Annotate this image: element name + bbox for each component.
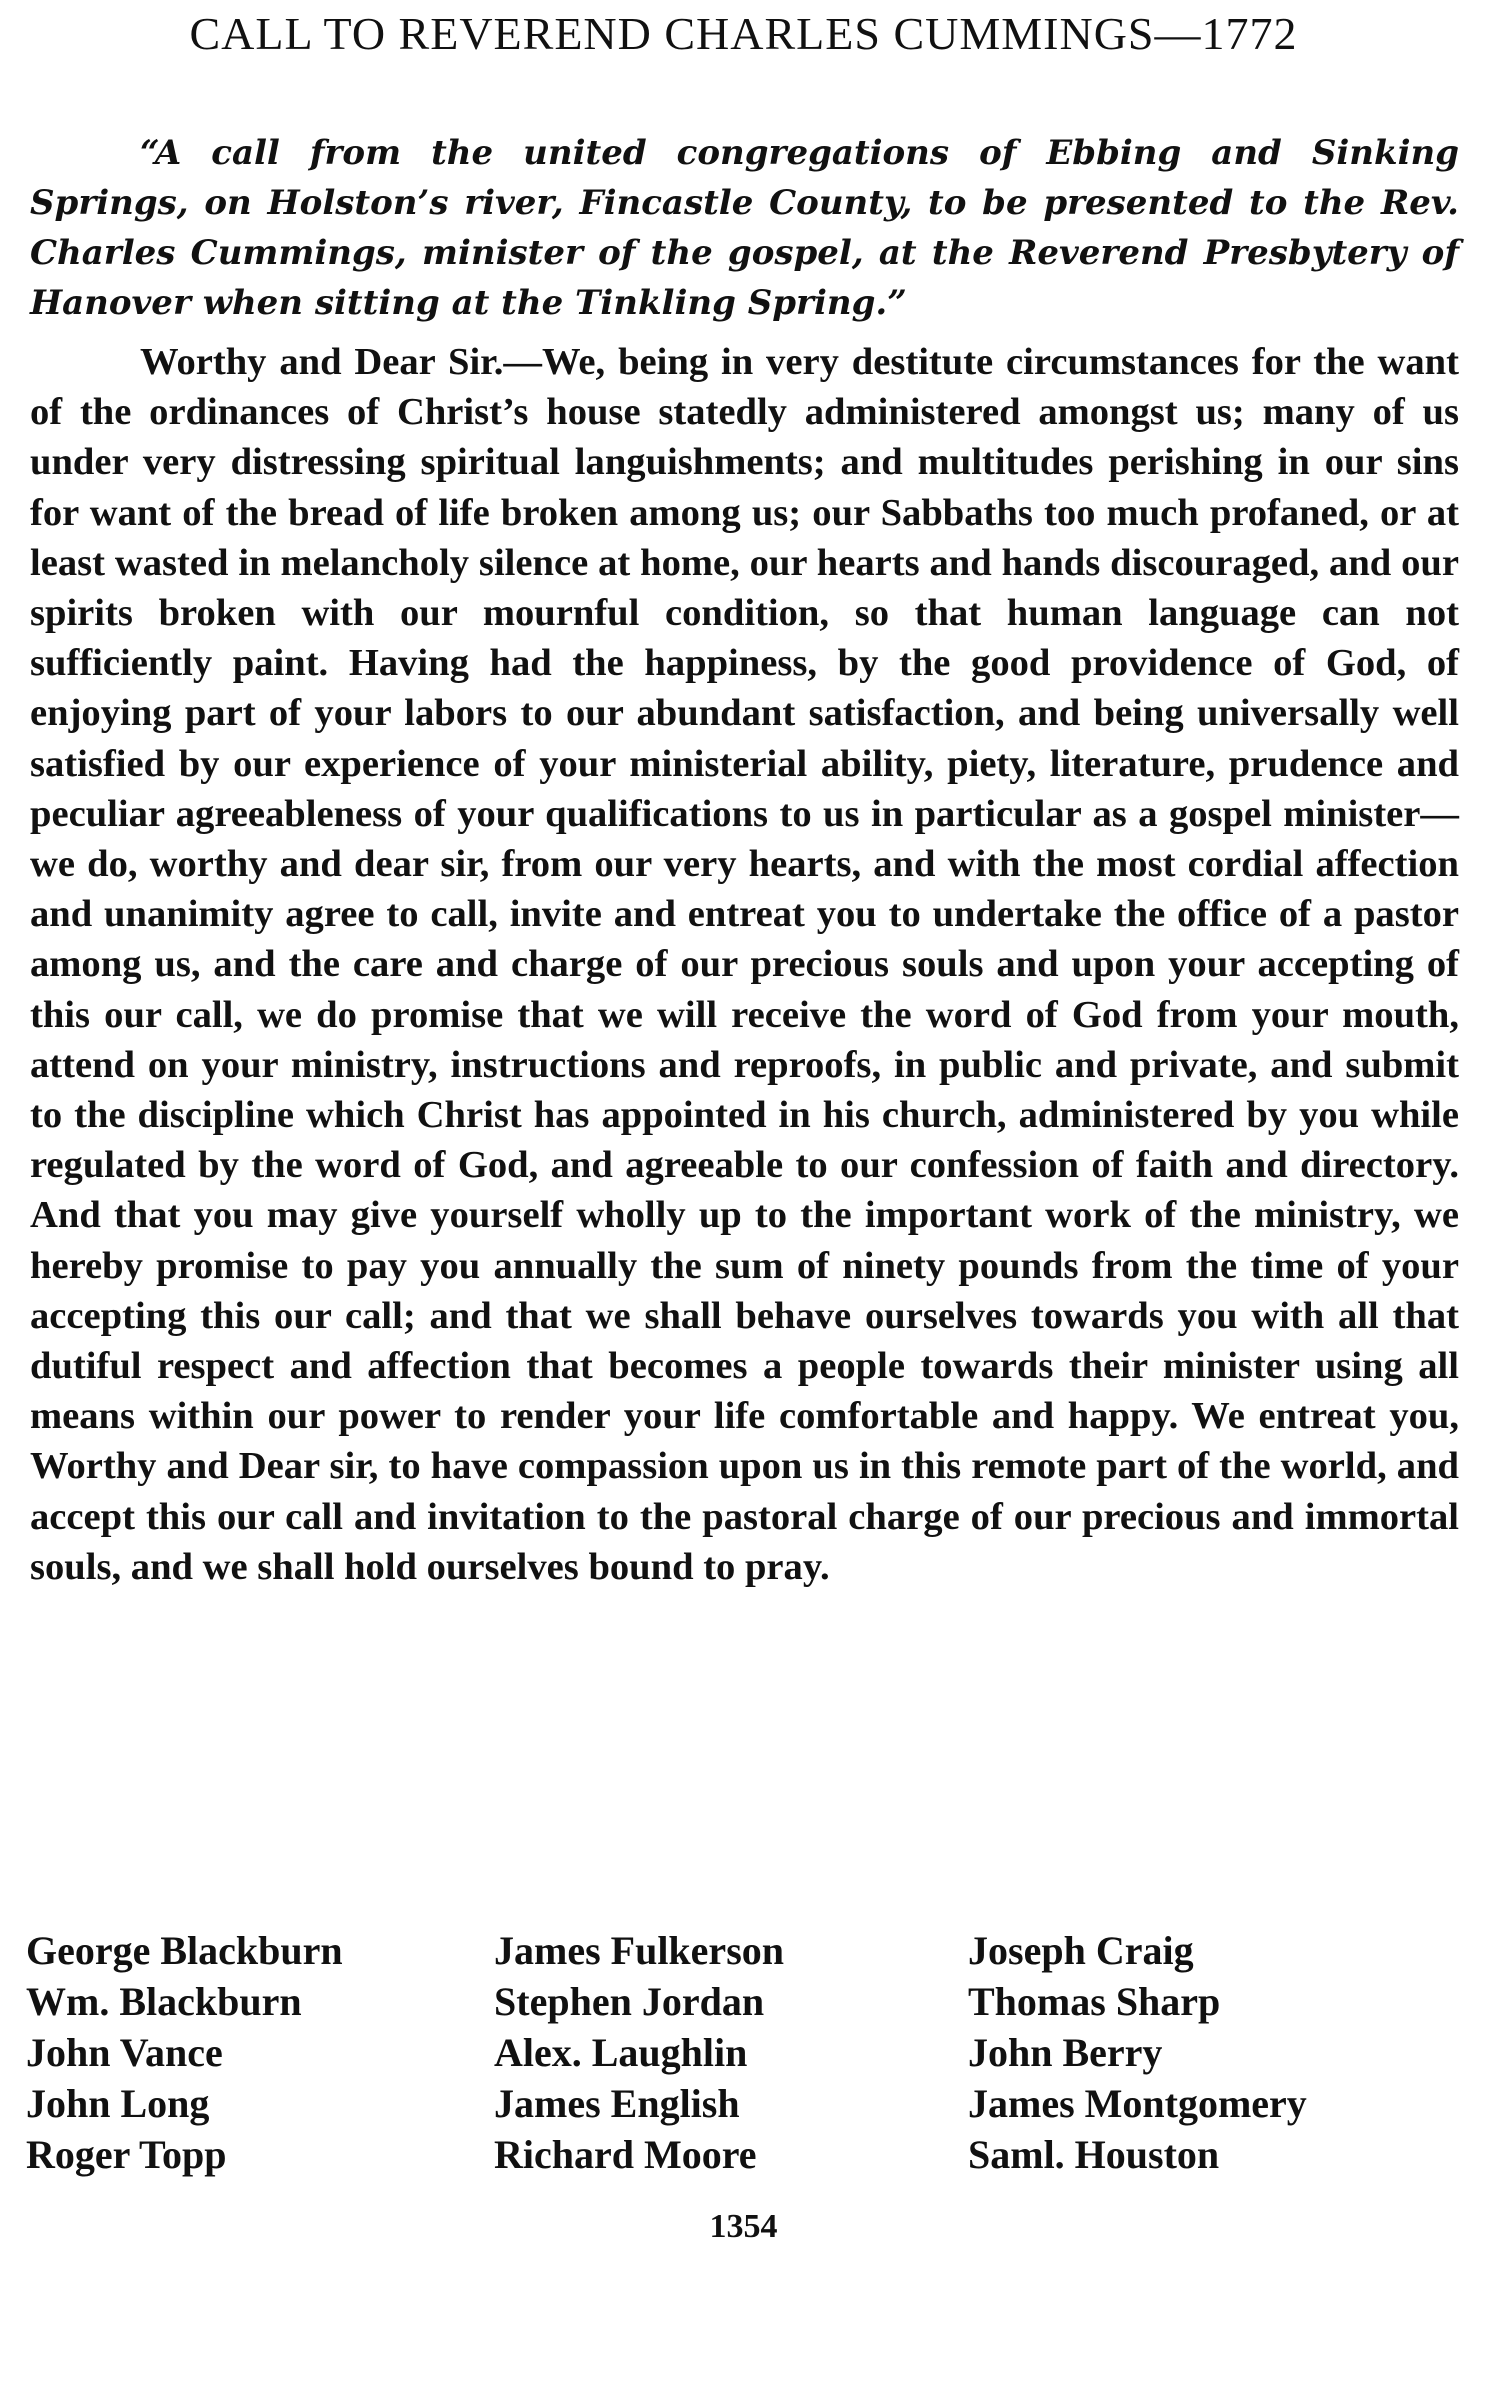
call-heading-paragraph: “A call from the united congregations of Ebbing and Sinking Springs, on Holston’s river, Fincastle County, to be presented to the Rev. Charles Cummings, minister of the gospel, at the Reverend Presbytery of Hanover when sitting at the Tinkling Spring.” [30,133,1459,323]
letter-body: Worthy and Dear Sir.—We, being in very destitute circumstances for the want of the ordinances of Christ’s house statedly administered amongst us; many of us under very distressing spiritual languishments; and multitudes perishing in our sins for want of the bread of life broken among us; our Sabbaths too much profaned, or at least wasted in melancholy silence at home, our hearts and hands discouraged, and our spirits broken with our mournful condition, so that human language can not sufficiently paint. Having had the happiness, by the good providence of God, of enjoying part of your labors to our abundant satisfaction, and being universally well satisfied by our experience of your ministerial ability, piety, literature, prudence and peculiar agreeableness of your qualifications to us in particular as a gospel minister—we do, worthy and dear sir, from our very hearts, and with the most cordial affection and unanimity agree to call, invite and entreat you to undertake the office of a pastor among us, and the care and charge of our precious souls and upon your accepting of this our call, we do promise that we will receive the word of God from your mouth, attend on your ministry, instructions and reproofs, in public and private, and submit to the discipline which Christ has appointed in his church, administered by you while regulated by the word of God, and agreeable to our confession of faith and directory. And that you may give yourself wholly up to the important work of the ministry, we hereby promise to pay you annually the sum of ninety pounds from the time of your accepting this our call; and that we shall behave ourselves towards you with all that dutiful respect and affection that becomes a people towards their minister using all means within our power to render your life comfortable and happy. We entreat you, Worthy and Dear sir, to have compassion upon us in this remote part of the world, and accept this our call and invitation to the pastoral charge of our precious and immortal souls, and we shall hold ourselves bound to pray. [30,341,1459,1588]
page-number: 1354 [709,2208,778,2245]
signature-name: John Berry [968,2030,1163,2075]
signature-name: James English [494,2081,740,2126]
signature-name: James Montgomery [968,2081,1307,2126]
signature-name: James Fulkerson [494,1928,784,1973]
signature-name: Thomas Sharp [968,1979,1221,2024]
signature-name: Saml. Houston [968,2132,1220,2177]
page-title: CALL TO REVEREND CHARLES CUMMINGS—1772 [189,8,1298,59]
signature-column-1 [26,1925,343,2180]
signature-name: George Blackburn [26,1928,343,1973]
signatures-block [20,1925,1460,2190]
signature-name: John Long [26,2081,210,2126]
signature-column-3 [968,1925,1307,2180]
signature-name: Wm. Blackburn [26,1979,302,2024]
signature-name: Joseph Craig [968,1928,1194,1973]
signature-name: Richard Moore [494,2132,757,2177]
signature-name: Roger Topp [26,2132,227,2177]
signature-name: John Vance [26,2030,223,2075]
signature-name: Stephen Jordan [494,1979,765,2024]
signature-column-2 [494,1925,784,2180]
signature-name: Alex. Laughlin [494,2030,748,2075]
